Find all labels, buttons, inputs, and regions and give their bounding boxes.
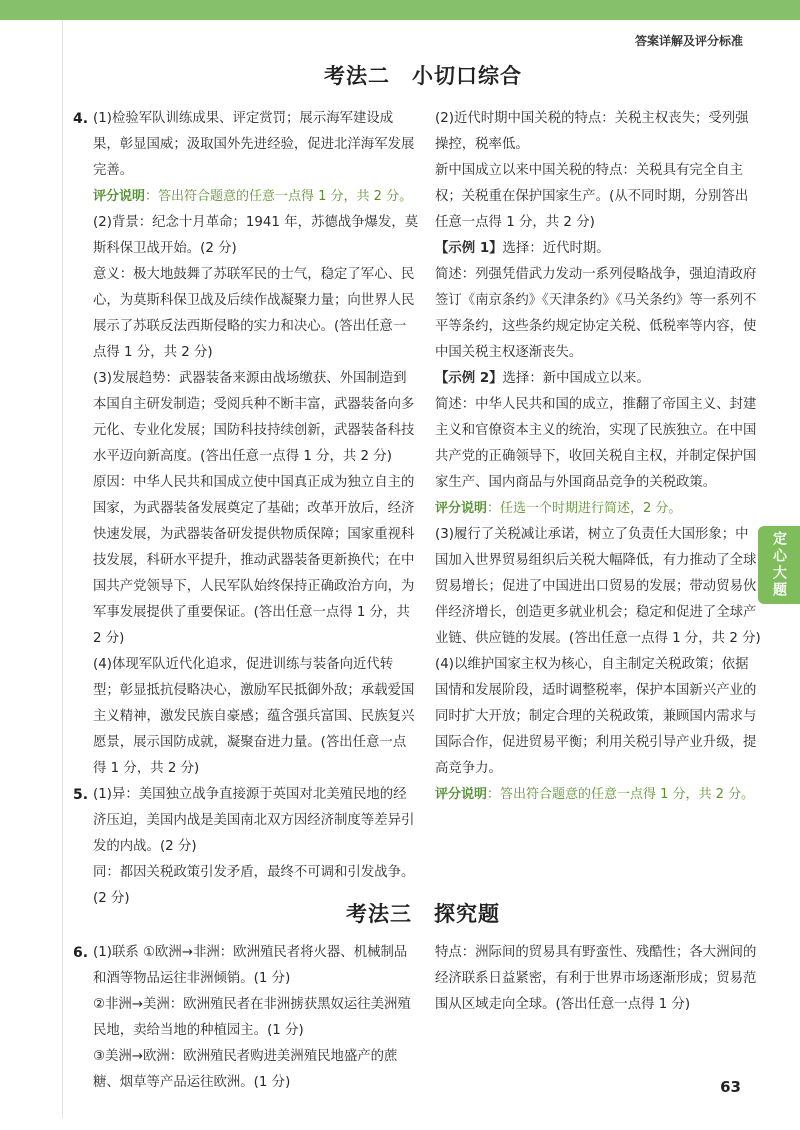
scoring-note-label: 评分说明	[435, 501, 488, 516]
right-column	[435, 106, 761, 808]
answer-paragraph: (2)近代时期中国关税的特点：关税主权丧失；受列强操控，税率低。	[435, 111, 749, 152]
example-text: 选择：近代时期。	[502, 241, 610, 256]
answer-paragraph: (1)异：美国独立战争直接源于英国对北美殖民地的经济压迫，美国内战是美国南北双方因经济制度等差异引发的内战。(2 分)	[93, 787, 415, 854]
answer-paragraph: (4)以维护国家主权为核心，自主制定关税政策；依据国情和发展阶段，适时调整税率，保护本国新兴产业的同时扩大开放；制定合理的关税政策，兼顾国内需求与国际合作，促进贸易平衡；利用关税引导产业升级，提高竞争力。	[435, 657, 757, 776]
page-number: 63	[720, 1078, 741, 1096]
example-label: 【示例 2】	[435, 371, 503, 386]
answer-paragraph: 原因：中华人民共和国成立使中国真正成为独立自主的国家，为武器装备发展奠定了基础；改革开放后，经济快速发展，为武器装备研发提供物质保障；国家重视科技发展，科研水平提升，推动武器装备更新换代；在中国共产党领导下，人民军队始终保持正确政治方向，为军事发展提供了重要保证。(答出任意一点得 1 分，共 2 分)	[93, 475, 415, 646]
answer-paragraph: (3)履行了关税减让承诺，树立了负责任大国形象；中国加入世界贸易组织后关税大幅降低，有力推动了全球贸易增长；促进了中国进出口贸易的发展；带动贸易伙伴经济增长，创造更多就业机会；稳定和促进了全球产业链、供应链的发展。(答出任意一点得 1 分，共 2 分)	[435, 527, 761, 646]
left-column	[73, 106, 419, 912]
scoring-note-label: 评分说明	[435, 787, 488, 802]
side-tab-label: 定心大题	[758, 526, 800, 604]
question-number: 4.	[73, 111, 89, 127]
question-number: 6.	[73, 945, 89, 961]
answer-paragraph: 特点：洲际间的贸易具有野蛮性、残酷性；各大洲间的经济联系日益紧密，有利于世界市场逐渐形成；贸易范围从区域走向全球。(答出任意一点得 1 分)	[435, 945, 757, 1012]
answer-paragraph: 简述：列强凭借武力发动一系列侵略战争，强迫清政府签订《南京条约》《天津条约》《马关条约》等一系列不平等条约，这些条约规定协定关税、低税率等内容，使中国关税主权逐渐丧失。	[435, 267, 757, 360]
scoring-note-label: 评分说明	[93, 189, 146, 204]
answer-paragraph: ③美洲→欧洲：欧洲殖民者购进美洲殖民地盛产的蔗糖、烟草等产品运往欧洲。(1 分)	[93, 1049, 398, 1090]
example-1	[435, 236, 761, 262]
scoring-note-text: ：任选一个时期进行简述，2 分。	[487, 501, 682, 516]
example-2	[435, 366, 761, 392]
question-4	[73, 106, 419, 782]
example-text: 选择：新中国成立以来。	[502, 371, 650, 386]
scoring-note	[435, 496, 761, 522]
answer-paragraph: 简述：中华人民共和国的成立，推翻了帝国主义、封建主义和官僚资本主义的统治，实现了民族独立。在中国共产党的正确领导下，收回关税自主权，并制定保护国家生产、国内商品与外国商品竞争的关税政策。	[435, 397, 757, 490]
answer-paragraph: (2)背景：纪念十月革命；1941 年，苏德战争爆发，莫斯科保卫战开始。(2 分)	[93, 215, 419, 256]
scoring-note	[435, 782, 761, 808]
scoring-note	[93, 184, 419, 210]
answer-paragraph: (1)检验军队训练成果、评定赏罚；展示海军建设成果，彰显国威；汲取国外先进经验，促进北洋海军发展完善。	[93, 111, 415, 178]
q6-right-column	[435, 940, 761, 1018]
example-label: 【示例 1】	[435, 241, 503, 256]
answer-paragraph: 意义：极大地鼓舞了苏联军民的士气，稳定了军心、民心，为莫斯科保卫战及后续作战凝聚力量；向世界人民展示了苏联反法西斯侵略的实力和决心。(答出任意一点得 1 分，共 2 分)	[93, 267, 415, 360]
answer-page	[62, 20, 783, 1118]
q6-left-column	[73, 940, 419, 1096]
question-5	[73, 782, 419, 912]
section-title-3: 考法三 探究题	[346, 902, 500, 926]
answer-paragraph: ②非洲→美洲：欧洲殖民者在非洲掳获黑奴运往美洲殖民地，卖给当地的种植园主。(1 分)	[93, 997, 411, 1038]
scoring-note-text: ：答出符合题意的任意一点得 1 分，共 2 分。	[145, 189, 413, 204]
answer-paragraph: (3)发展趋势：武器装备来源由战场缴获、外国制造到本国自主研发制造；受阅兵种不断丰富，武器装备向多元化、专业化发展；国防科技持续创新，武器装备科技水平迈向新高度。(答出任意一点得 1 分，共 2 分)	[93, 371, 415, 464]
answer-paragraph: 同：都因关税政策引发矛盾，最终不可调和引发战争。(2 分)	[93, 865, 415, 906]
running-header: 答案详解及评分标准	[634, 34, 743, 48]
top-color-bar	[0, 0, 800, 20]
answer-paragraph: 新中国成立以来中国关税的特点：关税具有完全自主权；关税重在保护国家生产。(从不同时期，分别答出任意一点得 1 分，共 2 分)	[435, 163, 749, 230]
question-6	[73, 940, 419, 1096]
answer-paragraph: (1)联系 ①欧洲→非洲：欧洲殖民者将火器、机械制品和酒等物品运往非洲倾销。(1 分)	[93, 945, 408, 986]
question-number: 5.	[73, 787, 89, 803]
section-title-2: 考法二 小切口综合	[324, 64, 522, 88]
answer-paragraph: (4)体现军队近代化追求，促进训练与装备向近代转型；彰显抵抗侵略决心，激励军民抵御外敌；承载爱国主义精神，激发民族自豪感；蕴含强兵富国、民族复兴愿景，展示国防成就，凝聚奋进力量。(答出任意一点得 1 分，共 2 分)	[93, 657, 415, 776]
scoring-note-text: ：答出符合题意的任意一点得 1 分，共 2 分。	[487, 787, 755, 802]
